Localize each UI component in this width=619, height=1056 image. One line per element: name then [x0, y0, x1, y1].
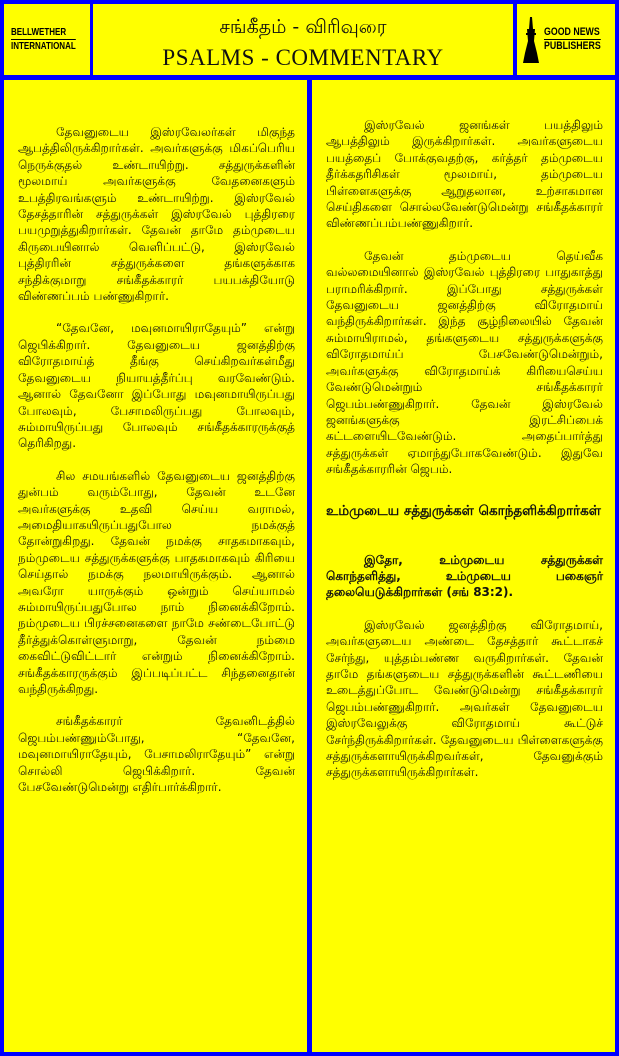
good-news-logo — [517, 4, 615, 75]
section-heading: உம்முடைய சத்துருக்கள் கொந்தளிக்கிறார்கள் — [326, 502, 601, 519]
title-english: PSALMS - COMMENTARY — [162, 45, 444, 70]
logo-line-2: PUBLISHERS — [544, 40, 601, 52]
paragraph: தேவன் தம்முடைய தெய்வீக வல்லமையினால் இஸ்ரவேல் புத்திரரை பாதுகாத்து பராமரிக்கிறார். இப்போது சத்துருக்கள் தேவனுடைய ஜனத்திற்கு விரோதமாய் வந்திருக்கிறார்கள். இந்த சூழ்நிலையில் தேவன் சும்மாயிராமல், தங்களுடைய சத்துருக்களுக்கு விரோதமாய்ப் பேசவேண்டுமென்றும், அவர்களுக்கு விரோதமாய்க் கிரியைசெய்ய வேண்டுமென்றும் சங்கீதக்காரர் ஜெபம்பண்ணுகிறார். தேவன் இஸ்ரவேல் ஜனங்களுக்கு இரட்சிப்பைக் கட்டளையிடவேண்டும். அதைப்பார்த்து சத்துருக்கள் ஏமாந்துபோகவேண்டும். இதுவே சங்கீதக்காரரின் ஜெபம். — [326, 248, 603, 477]
bell-tower-icon — [521, 15, 541, 65]
logo-line-1: GOOD NEWS — [544, 26, 600, 38]
paragraph: தேவனுடைய இஸ்ரவேலர்கள் மிகுந்த ஆபத்திலிருக்கிறார்கள். அவர்களுக்கு மிகப்பெரிய நெருக்குதல் உண்டாயிற்று. சத்துருக்களின் மூலமாய் அவர்களுக்கு வேதனைகளும் உபத்திரவங்களும் உண்டாயிற்று. இஸ்ரவேல் தேசத்தாரின் சத்துருக்கள் இஸ்ரவேல் புத்திரரை பயமுறுத்துகிறார்கள். தேவன் தாமே தம்முடைய கிருபையினால் வெளிப்பட்டு, இஸ்ரவேல் புத்திரரின் சத்துருக்களை தங்களுக்காக சந்திக்குமாறு சங்கீதக்காரர் பயபக்தியோடு விண்ணப்பம் பண்ணுகிறார். — [18, 125, 295, 304]
verse-quote: இதோ, உம்முடைய சத்துருக்கள் கொந்தளித்து, உம்முடைய பகைஞர் தலையெடுக்கிறார்கள் (சங் 83:2). — [326, 552, 603, 600]
paragraph: சில சமயங்களில் தேவனுடைய ஜனத்திற்கு துன்பம் வரும்போது, தேவன் உடனே அவர்களுக்கு உதவி செய்ய வராமல், அமைதியாகயிருப்பதுபோல நமக்குத் தோன்றுகிறது. தேவன் நமக்கு சாதகமாகவும், நம்முடைய சத்துருக்களுக்கு பாதகமாகவும் கிரியை செய்தால் நமக்கு நலமாயிருக்கும். ஆனால் அவரோ யாருக்கும் ஒன்றும் செய்யாமல் சும்மாயிருப்பதுபோல நாம் நினைக்கிறோம். நம்முடைய பிரச்சனைகளை நாமே சண்டைபோட்டு தீர்த்துக்கொள்ளுமாறு, தேவன் நம்மை கைவிட்டுவிட்டார் என்றும் நினைக்கிறோம். சங்கீதக்காரருக்கும் இப்படிப்பட்ட சிந்தனைதான் வந்திருக்கிறது. — [18, 468, 295, 696]
logo-line-1: BELLWETHER — [11, 26, 76, 40]
paragraph: “தேவனே, மவுனமாயிராதேயும்” என்று ஜெபிக்கிறார். தேவனுடைய ஜனத்திற்கு விரோதமாய்த் தீங்கு செய்கிறவர்கள்மீது தேவனுடைய நியாயத்தீர்ப்பு வரவேண்டும். ஆனால் தேவனோ இப்போது மவுனமாயிருப்பது போலவும், பேசாமலிருப்பது போலவும், சும்மாயிருப்பது போலவும் சங்கீதக்காரருக்குத் தெரிகிறது. — [18, 321, 295, 451]
title-banner — [93, 4, 513, 75]
title-tamil: சங்கீதம் - விரிவுரை — [219, 16, 387, 38]
bellwether-logo — [4, 4, 90, 75]
right-column — [312, 80, 615, 1052]
logo-line-2: INTERNATIONAL — [11, 41, 76, 52]
paragraph: சங்கீதக்காரர் தேவனிடத்தில் ஜெபம்பண்ணும்போது, “தேவனே, மவுனமாயிராதேயும், பேசாமலிராதேயும்” என்று சொல்லி ஜெபிக்கிறார். தேவன் பேசவேண்டுமென்று எதிர்பார்க்கிறார். — [18, 714, 295, 795]
paragraph: இஸ்ரவேல் ஜனத்திற்கு விரோதமாய், அவர்களுடைய அண்டை தேசத்தார் கூட்டாகச் சேர்ந்து, யுத்தம்பண்ண வருகிறார்கள். தேவன் தாமே தங்களுடைய சத்துருக்களின் கூட்டணியை உடைத்துப்போட வேண்டுமென்று சங்கீதக்காரர் ஜெபம்பண்ணுகிறார். அவர்கள் தேவனுடைய இஸ்ரவேலுக்கு விரோதமாய் கூட்டுச் சேர்ந்திருக்கிறார்கள். தேவனுடைய பிள்ளைகளுக்கு சத்துருக்களாயிருக்கிறவர்கள், தேவனுக்கும் சத்துருக்களாயிருக்கிறார்கள். — [326, 617, 603, 780]
paragraph: இஸ்ரவேல் ஜனங்கள் பயத்திலும் ஆபத்திலும் இருக்கிறார்கள். அவர்களுடைய பயத்தைப் போக்குவதற்கு, கர்த்தர் தம்முடைய தீர்க்கதரிசிகள் மூலமாய், தம்முடைய பிள்ளைகளுக்கு ஆறுதலான, உற்சாகமான செய்திகளை சொல்லவேண்டுமென்று சங்கீதக்காரர் விண்ணப்பம்பண்ணுகிறார். — [326, 118, 603, 231]
left-column — [4, 80, 307, 1052]
